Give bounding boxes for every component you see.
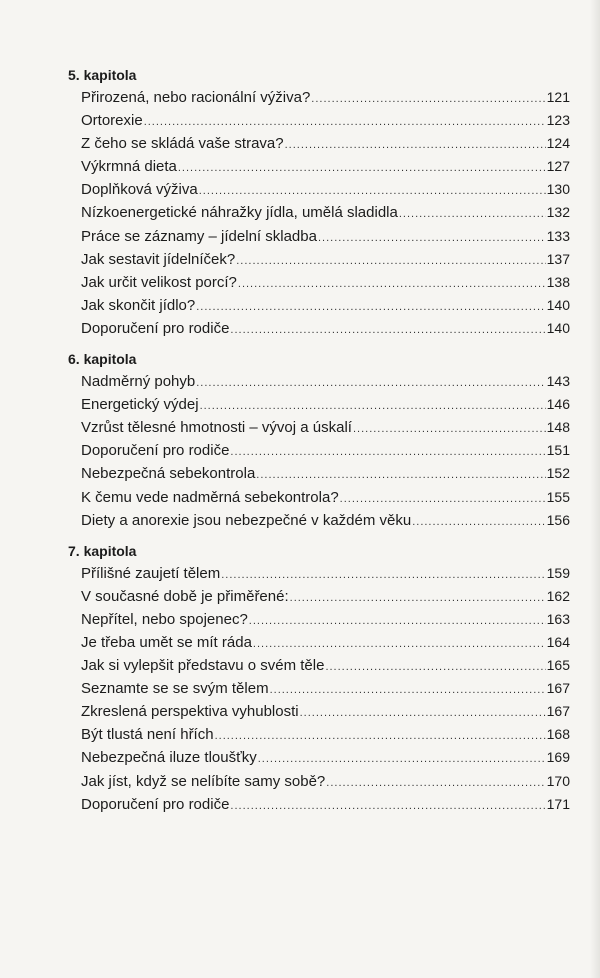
page-number: 133 bbox=[546, 227, 570, 244]
dot-leader bbox=[144, 111, 546, 134]
page-number: 140 bbox=[546, 319, 570, 336]
toc-entry bbox=[81, 178, 570, 201]
dot-leader bbox=[300, 702, 546, 725]
dot-leader bbox=[236, 250, 545, 273]
entry-title: Doporučení pro rodiče bbox=[81, 795, 230, 813]
toc-entry bbox=[81, 416, 570, 439]
dot-leader bbox=[270, 679, 546, 702]
toc-entry bbox=[81, 654, 570, 677]
entry-title: Jak určit velikost porcí? bbox=[81, 273, 237, 291]
dot-leader bbox=[325, 656, 545, 679]
page-number: 159 bbox=[546, 564, 570, 581]
entry-title: Seznamte se se svým tělem bbox=[81, 680, 269, 698]
toc-entry bbox=[81, 271, 570, 294]
toc-entry bbox=[81, 486, 570, 509]
toc-entry bbox=[81, 317, 570, 340]
dot-leader bbox=[318, 227, 546, 250]
entry-title: Práce se záznamy – jídelní skladba bbox=[81, 227, 317, 245]
entry-title: Přirozená, nebo racionální výživa? bbox=[81, 89, 311, 106]
dot-leader bbox=[256, 464, 545, 487]
page-number: 170 bbox=[546, 772, 570, 789]
entry-title: Jak jíst, když se nelíbíte samy sobě? bbox=[81, 772, 326, 790]
dot-leader bbox=[215, 725, 546, 748]
entry-title: Nízkoenergetické náhražky jídla, umělá sladidla bbox=[81, 204, 398, 222]
entry-title: Nadměrný pohyb bbox=[81, 373, 196, 391]
dot-leader bbox=[196, 372, 545, 395]
chapter-title: 7. kapitola bbox=[68, 542, 137, 559]
entry-title: Být tlustá není hřích bbox=[81, 726, 214, 744]
dot-leader bbox=[199, 180, 546, 203]
chapter-section bbox=[68, 64, 570, 340]
toc-entry bbox=[81, 562, 570, 585]
toc-entry bbox=[81, 793, 570, 816]
dot-leader bbox=[311, 88, 545, 111]
toc-entry bbox=[81, 109, 570, 132]
entry-title: Jak si vylepšit představu o svém těle bbox=[81, 657, 325, 675]
page-number: 138 bbox=[546, 273, 570, 290]
page-number: 171 bbox=[546, 795, 570, 812]
entry-title: Doporučení pro rodiče bbox=[81, 442, 230, 460]
entry-title: Přílišné zaujetí tělem bbox=[81, 564, 221, 582]
dot-leader bbox=[230, 441, 545, 464]
entry-title: Zkreslená perspektiva vyhublosti bbox=[81, 703, 299, 721]
toc-entry bbox=[81, 677, 570, 700]
toc-entry bbox=[81, 370, 570, 393]
page-number: 146 bbox=[546, 396, 570, 413]
entry-title: V současné době je přiměřené: bbox=[81, 587, 289, 605]
page-number: 124 bbox=[546, 135, 570, 152]
page-number: 163 bbox=[546, 610, 570, 627]
dot-leader bbox=[399, 203, 546, 226]
dot-leader bbox=[200, 395, 546, 418]
toc-entry bbox=[81, 585, 570, 608]
dot-leader bbox=[196, 296, 545, 319]
chapter-section bbox=[68, 540, 570, 816]
page-number: 148 bbox=[546, 419, 570, 436]
chapter-title: 5. kapitola bbox=[68, 67, 137, 83]
page-number: 162 bbox=[546, 587, 570, 604]
dot-leader bbox=[258, 748, 546, 771]
table-of-contents bbox=[68, 64, 570, 824]
chapter-title: 6. kapitola bbox=[68, 351, 137, 368]
toc-entry bbox=[81, 248, 570, 271]
dot-leader bbox=[285, 134, 546, 157]
entry-title: Z čeho se skládá vaše strava? bbox=[81, 135, 284, 153]
dot-leader bbox=[353, 418, 546, 441]
toc-entry bbox=[81, 700, 570, 723]
entry-title: Energetický výdej bbox=[81, 396, 199, 414]
dot-leader bbox=[230, 319, 545, 342]
dot-leader bbox=[178, 157, 546, 180]
entry-title: Nebezpečná iluze tloušťky bbox=[81, 749, 257, 767]
page-number: 127 bbox=[546, 158, 570, 175]
page-number: 167 bbox=[546, 703, 570, 720]
entry-title: Jak skončit jídlo? bbox=[81, 296, 196, 314]
toc-entry bbox=[81, 462, 570, 485]
page-edge bbox=[590, 0, 600, 978]
dot-leader bbox=[340, 488, 546, 511]
toc-entry bbox=[81, 201, 570, 224]
entry-title: Diety a anorexie jsou nebezpečné v každém věku bbox=[81, 511, 412, 529]
entry-title: Ortorexie bbox=[81, 112, 143, 130]
page-number: 123 bbox=[546, 112, 570, 129]
toc-entry bbox=[81, 86, 570, 109]
entry-title: K čemu vede nadměrná sebekontrola? bbox=[81, 488, 339, 506]
entry-title: Nepřítel, nebo spojenec? bbox=[81, 610, 248, 628]
entry-title: Doporučení pro rodiče bbox=[81, 319, 230, 337]
dot-leader bbox=[249, 610, 546, 633]
page-number: 164 bbox=[546, 633, 570, 650]
toc-entry bbox=[81, 439, 570, 462]
toc-entry bbox=[81, 294, 570, 317]
toc-entry bbox=[81, 132, 570, 155]
dot-leader bbox=[290, 587, 546, 610]
toc-entry bbox=[81, 608, 570, 631]
page-number: 130 bbox=[546, 181, 570, 198]
page-number: 169 bbox=[546, 749, 570, 766]
page-number: 155 bbox=[546, 488, 570, 505]
toc-entry bbox=[81, 393, 570, 416]
entry-title: Je třeba umět se mít ráda bbox=[81, 633, 252, 651]
chapter-section bbox=[68, 348, 570, 532]
entry-title: Nebezpečná sebekontrola bbox=[81, 465, 256, 483]
toc-entry bbox=[81, 631, 570, 654]
entry-title: Výkrmná dieta bbox=[81, 158, 177, 176]
page-number: 121 bbox=[546, 89, 570, 105]
toc-entry bbox=[81, 746, 570, 769]
toc-entry bbox=[81, 509, 570, 532]
page-number: 156 bbox=[546, 511, 570, 528]
toc-entry bbox=[81, 225, 570, 248]
entry-title: Vzrůst tělesné hmotnosti – vývoj a úskalí bbox=[81, 419, 352, 437]
toc-entry bbox=[81, 723, 570, 746]
page-number: 143 bbox=[546, 373, 570, 390]
dot-leader bbox=[238, 273, 546, 296]
page-number: 137 bbox=[546, 250, 570, 267]
page-number: 167 bbox=[546, 680, 570, 697]
toc-entry bbox=[81, 770, 570, 793]
page-number: 168 bbox=[546, 726, 570, 743]
dot-leader bbox=[230, 795, 545, 818]
page-number: 132 bbox=[546, 204, 570, 221]
entry-title: Doplňková výživa bbox=[81, 181, 198, 199]
entry-title: Jak sestavit jídelníček? bbox=[81, 250, 236, 268]
toc-entry bbox=[81, 155, 570, 178]
page-number: 140 bbox=[546, 296, 570, 313]
dot-leader bbox=[412, 511, 545, 534]
dot-leader bbox=[253, 633, 546, 656]
page-number: 151 bbox=[546, 442, 570, 459]
page-number: 152 bbox=[546, 465, 570, 482]
dot-leader bbox=[221, 564, 545, 587]
page-number: 165 bbox=[546, 657, 570, 674]
dot-leader bbox=[326, 772, 545, 795]
